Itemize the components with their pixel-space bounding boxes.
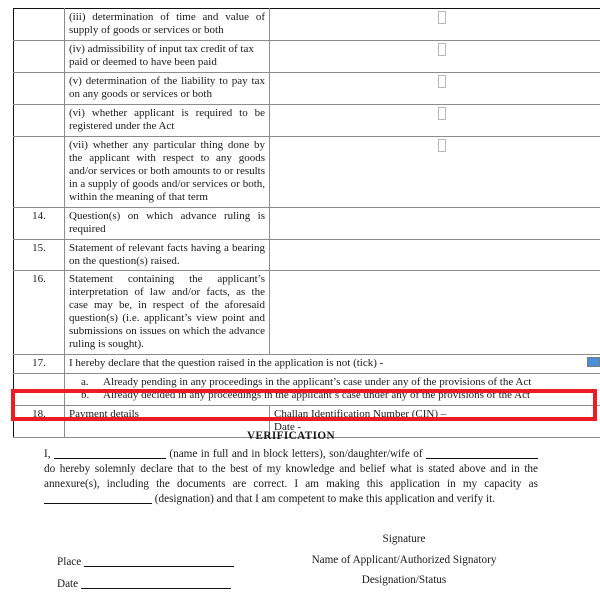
subitem-text: Already decided in any proceedings in the applicant’s case under any of the provisions of the Act (103, 389, 531, 402)
verification-part-1: I, (44, 447, 51, 460)
table-row (14, 72, 600, 104)
checkbox-checked-icon[interactable] (587, 357, 600, 367)
subitem-label: b. (81, 389, 90, 402)
table-row (14, 9, 600, 41)
subitem-text: Already pending in any proceedings in the applicant’s case under any of the provisions of the Act (103, 376, 532, 389)
designation-status-label: Designation/Status (361, 574, 447, 587)
row-value-cell (270, 9, 600, 41)
place-input[interactable] (84, 566, 234, 567)
row-number-cell: 17. (14, 355, 65, 374)
challan-number-label[interactable]: Challan Identification Number (CIN) – (274, 408, 447, 421)
row-value-cell (270, 72, 600, 104)
row-description-cell: (v) determination of the liability to pay tax on any goods or services or both (65, 72, 270, 104)
row-description-cell: Statement containing the applicant’s interpretation of law and/or facts, as the case may be, in respect of the aforesaid question(s) (i.e. applicant’s view point and submissions on issues on which the advance ruling is sought). (65, 271, 270, 355)
list-item (69, 389, 600, 402)
row-value-cell (270, 40, 600, 72)
checkbox-icon[interactable] (438, 139, 446, 152)
row-number-cell (14, 9, 65, 41)
row-number-cell: 15. (14, 239, 65, 271)
designation-field[interactable] (44, 503, 152, 504)
verification-part-2: (name in full and in block letters), son/daughter/wife of (169, 447, 423, 460)
subitems-cell (65, 374, 600, 406)
row-value-cell[interactable] (270, 207, 600, 239)
place-row (57, 551, 234, 573)
row-description-cell: Question(s) on which advance ruling is required (65, 207, 270, 239)
applicant-name-field[interactable] (54, 458, 166, 459)
list-item (69, 376, 600, 389)
challan-date-label[interactable]: Date - (274, 421, 302, 434)
checkbox-icon[interactable] (438, 11, 446, 24)
row-number-cell (14, 136, 65, 207)
verification-body (44, 447, 538, 507)
row-value-cell (270, 136, 600, 207)
row-number-cell (14, 72, 65, 104)
table-row (14, 207, 600, 239)
row-number-cell (14, 40, 65, 72)
table-row (14, 104, 600, 136)
row-value-cell[interactable] (270, 271, 600, 355)
table-row (14, 40, 600, 72)
row-number-cell: 16. (14, 271, 65, 355)
signature-label: Signature (382, 533, 426, 545)
date-label: Date (57, 578, 79, 591)
row-number-cell (14, 374, 65, 406)
verification-section (44, 429, 538, 506)
place-label: Place (57, 556, 82, 568)
checkbox-icon[interactable] (438, 107, 446, 120)
row-description-cell: (iii) determination of time and value of supply of goods or services or both (65, 9, 270, 41)
checkbox-icon[interactable] (438, 43, 446, 56)
table-row (14, 136, 600, 207)
row-description-cell: (iv) admissibility of input tax credit of tax paid or deemed to have been paid (65, 40, 270, 72)
subitem-label: a. (81, 376, 89, 389)
row-number-cell: 18. (14, 406, 65, 438)
row-description-cell: (vii) whether any particular thing done by the applicant with respect to any goods and/or services or both amounts to or results in a supply of goods and/or services or both, within the meaning of that term (65, 136, 270, 207)
row-description-cell: (vi) whether applicant is required to be registered under the Act (65, 104, 270, 136)
date-input[interactable] (81, 588, 231, 589)
signature-block-right (290, 529, 518, 591)
table-row (14, 239, 600, 271)
verification-part-4: (designation) and that I am competent to make this application and verify it. (154, 492, 495, 505)
row-number-cell (14, 104, 65, 136)
declaration-text: I hereby declare that the question raised in the application is not (tick) - (69, 357, 384, 370)
verification-part-3: do hereby solemnly declare that to the best of my knowledge and belief what is stated above and in the annexure(s), including the documents are correct. I am making this application in my capacity as (44, 462, 538, 490)
row-number-cell: 14. (14, 207, 65, 239)
applicant-name-label: Name of Applicant/Authorized Signatory (311, 553, 497, 566)
advance-ruling-form-table (13, 8, 600, 438)
table-row (14, 271, 600, 355)
checkbox-icon[interactable] (438, 75, 446, 88)
declaration-checkbox-wrap (587, 357, 600, 370)
row-value-cell[interactable] (270, 239, 600, 271)
form-table-body (14, 9, 600, 438)
declaration-cell (65, 355, 600, 374)
table-row-declaration (14, 355, 600, 374)
parent-spouse-name-field[interactable] (426, 458, 538, 459)
table-row-subitems (14, 374, 600, 406)
verification-title: VERIFICATION (247, 430, 335, 442)
row-value-cell (270, 104, 600, 136)
row-description-cell: Payment details (65, 406, 270, 438)
subitem-list (69, 376, 600, 402)
date-row (57, 573, 234, 595)
signature-block-left (57, 551, 234, 596)
row-description-cell: Statement of relevant facts having a bearing on the question(s) raised. (65, 239, 270, 271)
